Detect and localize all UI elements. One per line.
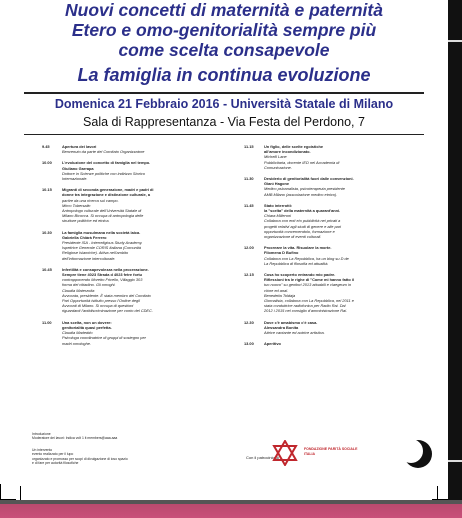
program-line: Presidente ISA - Interreligious Study Academy. bbox=[62, 240, 143, 246]
footer-line: Moderatore dei lavori: Indica volt 1 it members@aaa.aaa bbox=[32, 436, 118, 441]
program-line: dell'informazione interculturale. bbox=[62, 255, 116, 261]
program-line: Benvenuto da parte del Comitato Organizzatore bbox=[62, 149, 145, 155]
program-line: ciòne ed anal. bbox=[264, 287, 289, 293]
program-time: 10.45 bbox=[42, 266, 52, 272]
patronage-label: Con il patrocinio di bbox=[246, 455, 279, 460]
program-line: riguardanti l'antidiscriminazione per conto del CDEC. bbox=[62, 308, 153, 314]
program-line: Procreare la vita. Risuolare la morte. bbox=[264, 245, 332, 251]
program-entry bbox=[244, 144, 424, 170]
footer-line: e di fare per autorità filosofiche bbox=[32, 461, 79, 466]
program-line: Dove c'è amabismo c'è casa. bbox=[264, 319, 318, 325]
program-entry bbox=[244, 245, 424, 266]
program-entry bbox=[42, 187, 222, 223]
program-line: Attrice cantante ed autrice artistica. bbox=[264, 330, 325, 336]
crescent-moon-logo-icon bbox=[402, 438, 434, 470]
crop-mark bbox=[20, 486, 21, 500]
subtitle: La famiglia in continua evoluzione bbox=[77, 65, 371, 85]
program-entry bbox=[42, 160, 222, 181]
program-line: genitorialità quasi perfetta. bbox=[62, 324, 112, 330]
title-line-2: Etero e omo-genitorialità sempre più bbox=[71, 20, 377, 40]
program-line: Giuliano Garrapa bbox=[62, 165, 94, 171]
program-line: Benedetta Toldaja bbox=[264, 292, 296, 298]
program-entry bbox=[244, 176, 424, 197]
program-line: Gabriella Chiàrà Ferrero bbox=[62, 234, 107, 240]
program-line: Riflessioni tra le righe di "Come mi hanno fatto il bbox=[264, 277, 355, 283]
program-time: 13.00 bbox=[244, 341, 254, 347]
program-line: la "scelta" della maternità a quarant'anni. bbox=[264, 208, 341, 214]
program-line: Aperitivo bbox=[264, 341, 281, 347]
program-line: Mirco Tubersalin bbox=[62, 202, 91, 208]
program-entry bbox=[244, 341, 424, 346]
event-venue: Sala di Rappresentanza - Via Festa del Perdono, 7 bbox=[83, 115, 365, 129]
crop-mark bbox=[0, 484, 16, 500]
event-date: Domenica 21 Febbraio 2016 - Università Statale di Milano bbox=[54, 97, 394, 111]
program-line: opportunità concernendolo, formazione e bbox=[264, 228, 335, 234]
footer-credits bbox=[32, 432, 192, 465]
program-entry bbox=[42, 230, 222, 261]
program-line: La Repubblica di filosofia ed attualità. bbox=[264, 260, 329, 266]
divider-mid bbox=[24, 134, 424, 135]
program-line: Infertilità e consapevolezza nella procreazione. bbox=[62, 266, 149, 272]
program-line: organizzazione di eventi culturali. bbox=[264, 234, 322, 240]
program-time: 12.30 bbox=[244, 319, 254, 325]
program-line: Milano Bicocca. Si occupa di antropologia delle bbox=[62, 213, 144, 219]
program-time: 12.00 bbox=[244, 245, 254, 251]
program-line: Chiara Milleroni bbox=[264, 213, 292, 219]
program-time: 11.45 bbox=[244, 202, 254, 208]
program-line: Dottore in Scienze politiche con indirizzo Storico bbox=[62, 170, 146, 176]
program-line: La famiglia musulmana nella società laica. bbox=[62, 229, 141, 235]
org-name-line-2: ITALIA bbox=[304, 451, 316, 456]
program-line: Migranti di seconda generazione, madri e padri di bbox=[62, 187, 154, 193]
program-line: forma del cittadino. Gli omoghi. bbox=[62, 282, 116, 288]
program-line: Comunicazione. bbox=[264, 164, 292, 170]
crop-mark bbox=[432, 484, 448, 500]
program-line: Cosa ho scoperto entrando mio padre. bbox=[264, 272, 336, 278]
program-time: 10.00 bbox=[42, 160, 52, 166]
program-line: partire da una ricerca sul campo. bbox=[62, 197, 119, 203]
program-line: Avvocati di Milano. Si occupa di questioni bbox=[62, 303, 134, 309]
program-time: 10.30 bbox=[42, 229, 52, 235]
program-time: 10.15 bbox=[42, 187, 52, 193]
program-line: Giornalista, collabora con La Repubblica, nel 2011 e bbox=[264, 298, 354, 304]
program-line: Sempre tiene 4023 Strada d 4023 fetre fortu bbox=[62, 272, 143, 278]
program-line: all'amore incondizionato. bbox=[264, 149, 311, 155]
program-line: Claudia Madeddo bbox=[62, 330, 93, 336]
program-line: Psicologa coordinatrice di gruppi di sostegno per bbox=[62, 335, 146, 341]
program-line: Claudia Materzolta bbox=[62, 287, 95, 293]
title-line-1: Nuovi concetti di maternità e paternità bbox=[65, 0, 383, 20]
program-line: Internazionale. bbox=[62, 176, 88, 182]
program-line: L'evoluzione del concetto di famiglia nel tempo. bbox=[62, 160, 151, 166]
program-line: Stato interrotti: bbox=[264, 202, 293, 208]
program-time: 11.15 bbox=[244, 144, 254, 149]
program-line: Gianì Hagone bbox=[264, 181, 290, 187]
program-line: Medico psicanalista, psicoterapeuta presidente bbox=[264, 186, 345, 192]
program-line: Una scelta, non un dovere: bbox=[62, 319, 112, 325]
program-time: 11.00 bbox=[42, 319, 52, 325]
program-entry bbox=[42, 144, 222, 154]
program-line: Avvocata, presidente. È stata membro del Comitato bbox=[62, 292, 151, 298]
program-line: 2012 i 2015 nel consiglio d'amministrazione Rai. bbox=[264, 308, 348, 314]
program-entry bbox=[244, 203, 424, 239]
program-line: contrapponendo Moretto Frivello, Villaggio 303 bbox=[62, 277, 143, 283]
program-line: donne tra integrazione e distinzione culturale, a bbox=[62, 192, 150, 198]
program-entry bbox=[244, 272, 424, 314]
program-line: Desiderio di genitorialità fuori dalle convenzioni. bbox=[264, 176, 354, 182]
footer-line: Introduzione bbox=[32, 432, 51, 436]
footer-line: organizzato e promosso per scopi di divulgazione di ioso spazio bbox=[32, 456, 128, 461]
divider-top bbox=[24, 92, 424, 94]
program-line: Pubblicitaria, docente IED nel Accademia di bbox=[264, 159, 340, 165]
program-entry bbox=[244, 320, 424, 336]
bottom-strip bbox=[0, 500, 462, 518]
program-line: progetti relativi agli studi di genere e alle pari bbox=[264, 223, 341, 229]
star-of-david-logo-icon bbox=[272, 440, 298, 466]
program-time: 11.30 bbox=[244, 176, 254, 182]
program-line: Antropologo culturale dell'Università Statale di bbox=[62, 208, 142, 214]
program-line: Pari Opportunità istituito presso l'Ordine degli bbox=[62, 298, 140, 304]
footer-line: Un intervento bbox=[32, 447, 53, 452]
program-line: Collabora con La Repubblica, ha un blog su D de bbox=[264, 255, 349, 261]
program-entry bbox=[42, 320, 222, 346]
scroll-edge bbox=[448, 0, 462, 518]
program-time: 9.45 bbox=[42, 144, 50, 149]
program-line: tuo nuovo" su genitori 2013 attuabili e claegeum in bbox=[264, 282, 352, 288]
program-line: Ispettrice Generale CORIS Italiana (Comunità bbox=[62, 245, 141, 251]
program-right-column bbox=[244, 144, 424, 353]
program-line: Alessandra Bonita bbox=[264, 324, 299, 330]
program-line: strutture politiche ed etnica. bbox=[62, 218, 110, 224]
title-block bbox=[0, 0, 448, 86]
program-line: Apertura dei lavori bbox=[62, 144, 97, 149]
program-line: Un figlio, delle scelte egoistiche bbox=[264, 144, 324, 149]
footer-line: evento realizzato per il lupo bbox=[32, 452, 74, 457]
program-line: stata conduttrice radiofonica per Radio Rai. Dal bbox=[264, 303, 346, 309]
program-line: Collabora con enti e/o pubblicità nei privati a bbox=[264, 218, 341, 224]
program-line: AMB Milano (associazione medico etnico). bbox=[264, 191, 338, 197]
program-line: Religiose Islamiche). Attiva nell'ambito bbox=[62, 250, 129, 256]
program-line: madri omologhe. bbox=[62, 340, 91, 346]
program-left-column bbox=[42, 144, 222, 352]
program-entry bbox=[42, 267, 222, 314]
title-line-3: come scelta consapevole bbox=[118, 40, 330, 60]
program-line: Filomena D Bufino bbox=[264, 250, 299, 256]
program-time: 12.15 bbox=[244, 272, 254, 278]
org-name bbox=[304, 447, 357, 456]
org-name-line-1: FONDAZIONE PARITÀ SOCIALE bbox=[304, 447, 358, 451]
program-line: Michelli Lane bbox=[264, 154, 287, 160]
